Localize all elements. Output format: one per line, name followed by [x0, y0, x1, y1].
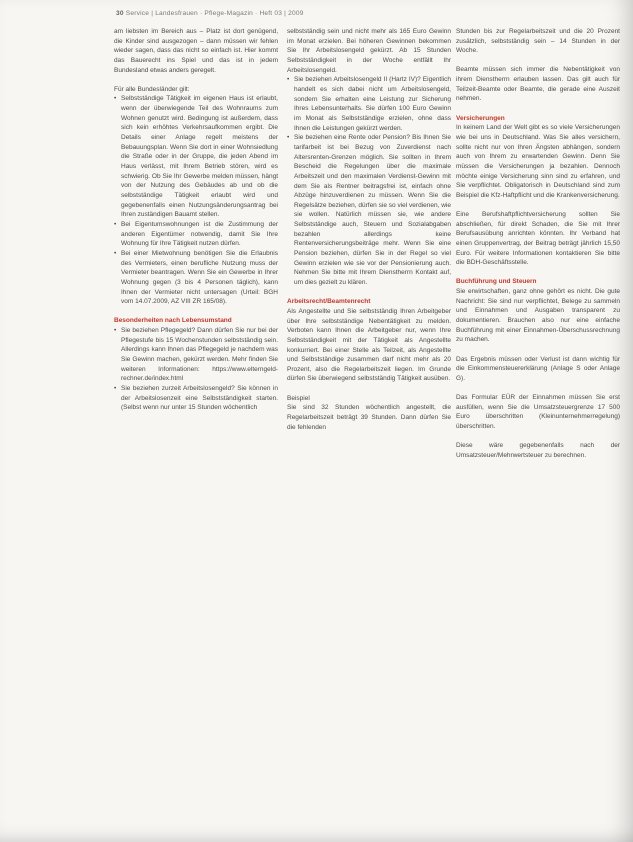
- section-heading-buchfuehrung: Buchführung und Steuern: [456, 278, 537, 286]
- col2-paragraph: Als Angestellte und Sie selbstständig Ihren Arbeitgeber über Ihre selbstständige Nebentätigkeit zu melden. Verboten kann Ihnen die Arbeitgeber nur, wenn Ihre Selbstständigkeit mit der Tätigkeit als Angestellte konkurriert. Bei einer Stelle als Teilzeit, als Angestellte und Selbstständige zusammen darf nicht mehr als 20 Prozent, also die Regelarbeitszeit liegen. Im Grunde dürfen Sie überwiegend selbstständig Tätigkeit ausüben.: [287, 307, 451, 383]
- col2-intro: selbstständig sein und nicht mehr als 165 Euro Gewinn im Monat erzielen. Bei höheren Gewinnen bekommen Sie Ihr Arbeitslosengeld gekürzt. Ab 15 Stunden Selbstständigkeit in der Woche entfällt Ihr Arbeitslosengeld.: [287, 28, 451, 74]
- col3-paragraph-umsatzsteuer: Diese wäre gegebenenfalls nach der Umsatzsteuer/Mehrwertsteuer zu berechnen.: [456, 442, 620, 459]
- list-item: • Sie beziehen zurzeit Arbeitslosengeld? Sie können in der Arbeitslosenzeit eine Selbstständigkeit starten. (Selbst wenn nur unter 15 Stunden wöchentlich: [114, 384, 278, 413]
- list-item: • Selbstständige Tätigkeit im eigenen Haus ist erlaubt, wenn der überwiegende Teil des Wohnraums zum Wohnen genutzt wird. Bedingung ist außerdem, dass sich kein erhöhtes Verkehrsaufkommen ergibt. Die Details einer Anlage regelt meistens der Bebauungsplan. Wenn Sie dort in einer Wohnsiedlung die Straße oder in der Gruppe, die jeden Abend im Haus verlässt, mit Ihrem Betrieb stören, wird es schwierig. Ob Sie Ihr Gewerbe melden müssen, hängt von der Nutzung des Gebäudes ab und ob die selbstständige Tätigkeit erlaubt wird und gegebenenfalls einen Nutzungsänderungsantrag bei Ihren zuständigen Bauamt stellen.: [114, 94, 278, 220]
- col3-paragraph-ergebnis: Das Ergebnis müssen oder Verlust ist dann wichtig für die Einkommensteuererklärung (Anlage S oder Anlage G).: [456, 355, 620, 382]
- col3-paragraph-buchfuehrung: Sie erwirtschaften, ganz ohne gehört es nicht. Die gute Nachricht: Sie sind nur verpflichtet, Belege zu sammeln und Einnahmen und Ausgaben transparent zu dokumentieren. Brauchen also nur eine einfache Buchführung mit einer Einnahmen-Überschussrechnung zu machen.: [456, 288, 620, 344]
- col1-lead: Für alle Bundesländer gilt:: [114, 85, 190, 93]
- col3-paragraph-versicherungen: In keinem Land der Welt gibt es so viele Versicherungen wie bei uns in Deutschland. Was Sie alles versichern, sollte nicht nur von Ihren Ängsten abhängen, sondern auch von Ihrem zu erwartenden Gewinn. Denn Sie müssen die Versicherungen ja bezahlen. Dennoch möchte einige Versicherung sinn sind zu erfahren, und Sie verpflichtet. Obligatorisch in Deutschland sind zum Beispiel die Kfz-Haftpflicht und die Krankenversicherung.: [456, 124, 620, 199]
- col3-paragraph-formular: Das Formular EÜR der Einnahmen müssen Sie erst ausfüllen, wenn Sie die Umsatzsteuergrenze 17 500 Euro überschritten (Kleinunternehmerregelung) überschritten.: [456, 394, 620, 430]
- text-column-1: [114, 27, 278, 413]
- col3-intro: Stunden bis zur Regelarbeitszeit und die 20 Prozent zusätzlich, selbstständig sein – 14 Stunden in der Woche.: [456, 28, 620, 55]
- list-item: • Sie beziehen Pflegegeld? Dann dürfen Sie nur bei der Pflegestufe bis 15 Wochenstunden selbstständig sein. Allerdings kann Ihnen das Pflegegeld je nachdem was Sie Gewinn machen, gekürzt werden. Mehr finden Sie weiteren Informationen: https://www.elterngeld-rechner.de/index.html: [114, 326, 278, 384]
- publication-name: Landesfrauen · Pflege-Magazin · Heft 03 | 2009: [155, 10, 304, 17]
- section-name: Service: [125, 10, 150, 17]
- example-heading: Beispiel: [287, 394, 310, 402]
- list-item: • Bei Eigentumswohnungen ist die Zustimmung der anderen Eigentümer notwendig, damit Sie Ihre Wohnung für Ihre Tätigkeit nutzen dürfen.: [114, 220, 278, 249]
- section-heading-arbeitsrecht: Arbeitsrecht/Beamtenrecht: [287, 298, 371, 306]
- separator: |: [151, 10, 154, 17]
- text-column-2: [287, 27, 451, 432]
- section-heading-lebensumstand: Besonderheiten nach Lebensumstand: [114, 317, 232, 325]
- list-item: • Sie beziehen Arbeitslosengeld II (Hartz IV)? Eigentlich handelt es sich dabei nicht um Arbeitslosengeld, sondern Sie erhalten eine Leistung zur Sicherung Ihres Lebensunterhalts. Sie dürfen 100 Euro Gewinn im Monat als Selbstständige erzielen, ohne dass Ihnen die Leistungen gekürzt werden.: [287, 75, 451, 133]
- col2-bullet-list: [287, 75, 451, 287]
- text-column-3: [456, 27, 620, 460]
- list-item: • Sie beziehen eine Rente oder Pension? Bis Ihnen Sie tarifarbeit ist bei Bezug von Zuverdienst nach Altersrenten-Grenzen möglich. Sie sollten in Ihrem Bescheid die Regelungen über die maximale Arbeitszeit und den maximalen Verdienst-Gewinn mit dem Sie als Rentner beitragsfrei ist, einfach ohne Abzüge hinzuverdienen zu müssen. Wenn Sie die Regelsätze beziehen, dürfen sie so viel verdienen, wie sie wollen. Natürlich müssen sie, wie andere Selbstständige auch, Steuern und Sozialabgaben bezahlen allerdings keine Rentenversicherungsbeiträge mehr. Wenn Sie eine Pension beziehen, dürfen Sie in der Regel so viel Gewinn erzielen wie sie vor der Pensionierung auch. Nehmen Sie bitte mit Ihrem Dienstherrn Kontakt auf, um dies gezielt zu klären.: [287, 133, 451, 288]
- col3-paragraph-beamte: Beamte müssen sich immer die Nebentätigkeit von ihrem Dienstherrn erlauben lassen. Das gilt auch für Teilzeit-Beamte oder Beamte, die gerade eine Auszeit nehmen.: [456, 66, 620, 103]
- col1-bullet-list: [114, 94, 278, 306]
- list-item: • Bei einer Mietwohnung benötigen Sie die Erlaubnis des Vermieters, einen berufliche Nutzung muss der Vermieter beantragen. Wenn Sie ein Gewerbe in Ihrer Wohnung gegen (3 bis 4 Personen täglich), kann Ihnen der Vermieter nicht untersagen (Urteil: BGH vom 14.07.2009, AZ VIII ZR 165/08).: [114, 249, 278, 307]
- running-header: [116, 10, 304, 17]
- page-number: 30: [116, 10, 124, 17]
- section-heading-versicherungen: Versicherungen: [456, 114, 505, 122]
- col3-paragraph-haftpflicht: Eine Berufshaftpflichtversicherung sollten Sie abschließen, für direkt Schaden, die Sie mit Ihrer Berufsausübung anrichten könnten. Ihr Verband hat einen Gruppenvertrag, der Beitrag beträgt jährlich 15,50 Euro. Für weitere Informationen kontaktieren Sie bitte die BDH-Geschäftsstelle.: [456, 211, 620, 267]
- example-text: Sie sind 32 Stunden wöchentlich angestellt, die Regelarbeitszeit beträgt 39 Stunden. Dann dürfen Sie die fehlenden: [287, 404, 451, 431]
- col1-bullet-list-2: [114, 326, 278, 413]
- col1-intro: am liebsten im Bereich aus – Platz ist dort genügend, die Kinder sind ausgezogen – dann müssen wir fehlen wieder sagen, dass das nicht so einfach ist. Hier kommt das Bauerecht ins Spiel und das ist in jedem Bundesland etwas anders geregelt.: [114, 28, 278, 74]
